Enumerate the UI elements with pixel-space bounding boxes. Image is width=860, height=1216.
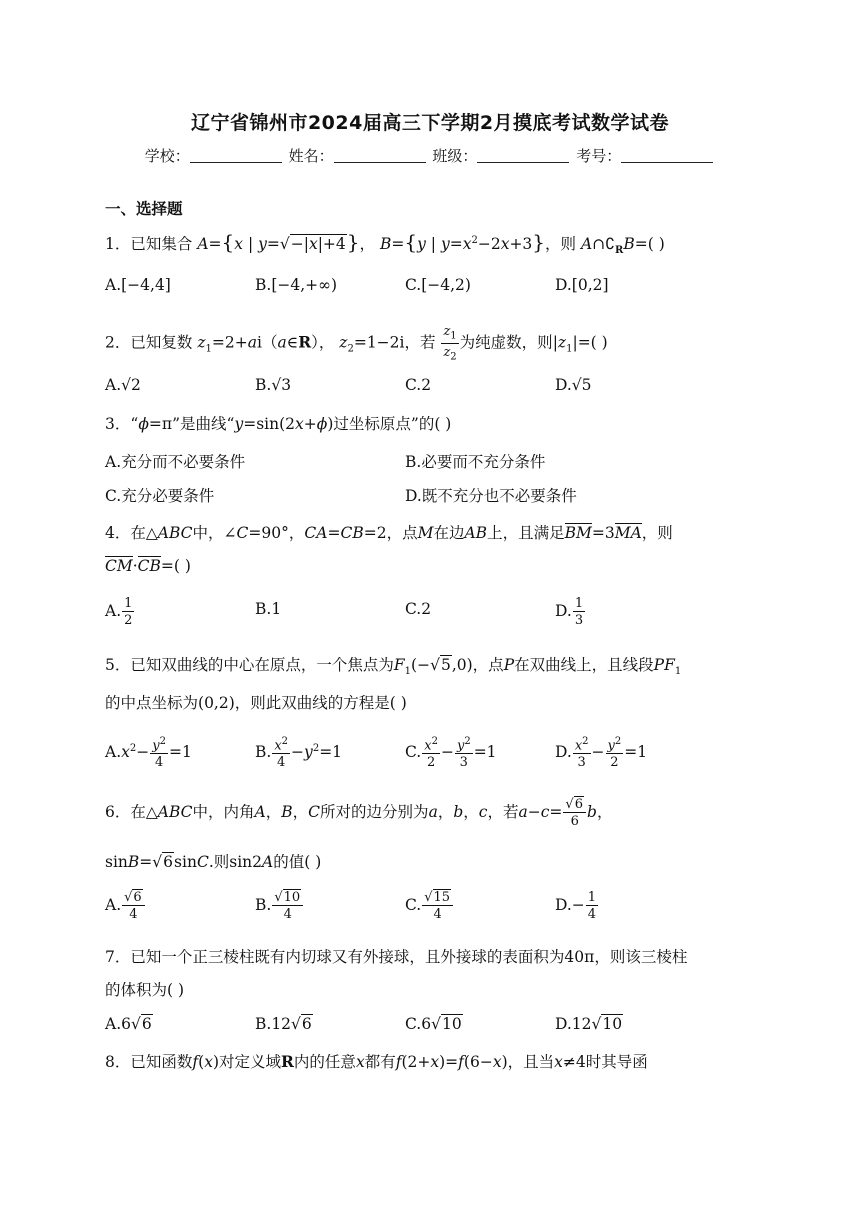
question-3-stem: 3．“ϕ=π”是曲线“y=sin(2x+ϕ)过坐标原点”的( ) (105, 415, 452, 433)
question-7-text: ，则该三棱柱 (594, 948, 688, 966)
number-label: 考号： (576, 147, 622, 165)
question-2-option-b[interactable]: B.√3 (255, 376, 292, 394)
student-info-line (0, 145, 860, 166)
question-3-text: 过坐标原点”的( ) (333, 415, 452, 433)
question-4-stem: 4．在△ABC中，∠C=90°，CA=CB=2，点M在边AB上，且满足BM=3MA，则 (105, 524, 673, 542)
question-6-text: 所对的边分别为 (320, 803, 429, 821)
question-3-option-d[interactable]: D.既不充分也不必要条件 (405, 487, 577, 505)
question-8-number: 8． (105, 1053, 131, 1071)
question-4-text: 在边 (433, 524, 465, 542)
question-3-option-a[interactable]: A.充分而不必要条件 (105, 453, 246, 471)
question-5-stem-cont: 的中点坐标为(0,2)，则此双曲线的方程是( ) (105, 694, 407, 712)
name-blank[interactable] (334, 148, 426, 163)
question-3-text: “ (130, 415, 139, 433)
question-6-text: .则 (208, 853, 230, 871)
question-6-text: ，若 (487, 803, 519, 821)
question-7-option-b[interactable]: B.12√6 (255, 1015, 312, 1033)
class-blank[interactable] (477, 148, 569, 163)
question-1-option-b[interactable]: B.[−4,+∞) (255, 276, 338, 294)
question-6-option-d[interactable]: D.− $\frac{1}{4}$ (555, 890, 597, 922)
question-5-text: 的中点坐标为 (105, 694, 199, 712)
question-3-option-b[interactable]: B.必要而不充分条件 (405, 453, 546, 471)
section-heading: 一、选择题 (105, 200, 183, 218)
question-6-option-b[interactable]: B. $\frac{√10}{4}$ (255, 891, 304, 921)
question-6-text: 在△ (130, 803, 158, 821)
number-blank[interactable] (621, 148, 713, 163)
question-5-text: ，则此双曲线的方程是( ) (234, 694, 407, 712)
question-1-text: ， (359, 235, 376, 253)
question-2-text: 为纯虚数，则 (459, 333, 553, 352)
question-6-number: 6． (105, 803, 131, 821)
question-1-text: ，则 (545, 235, 577, 253)
question-5-number: 5． (105, 656, 131, 674)
question-3-number: 3． (105, 415, 131, 433)
question-2-text: ，若 (404, 333, 436, 352)
question-5-option-c[interactable]: C. $\frac{x^2}{2}$ − $\frac{y^2}{3}$ =1 (405, 736, 497, 771)
question-8-text: ，且当 (507, 1053, 555, 1071)
question-2-number: 2． (105, 333, 131, 352)
question-4-option-c[interactable]: C.2 (405, 600, 432, 618)
question-6-stem-cont: sinB=√6sinC.则sin2A的值( ) (105, 853, 322, 871)
question-5-option-d[interactable]: D. $\frac{x^2}{3}$ − $\frac{y^2}{2}$ =1 (555, 736, 648, 771)
question-6-text: 的值( ) (273, 853, 322, 871)
question-4-text: 中， (192, 524, 224, 542)
question-4-stem-cont: CM·CB=( ) (105, 557, 191, 575)
question-1-option-a[interactable]: A.[−4,4] (105, 276, 171, 294)
question-8-text: 对定义域 (219, 1053, 282, 1071)
page-title: 辽宁省锦州市2024届高三下学期2月摸底考试数学试卷 (190, 112, 670, 134)
question-8-text: 已知函数 (130, 1053, 193, 1071)
question-7-stem: 7．已知一个正三棱柱既有内切球又有外接球，且外接球的表面积为40π，则该三棱柱 (105, 948, 688, 966)
question-7-option-c[interactable]: C.6√10 (405, 1015, 462, 1033)
question-4-text: 上，且满足 (487, 524, 565, 542)
question-7-option-a[interactable]: A.6√6 (105, 1015, 152, 1033)
question-8-text: 都有 (364, 1053, 396, 1071)
question-7-stem-cont: 的体积为( ) (105, 981, 185, 999)
question-8-text: 内的任意 (293, 1053, 356, 1071)
question-7-number: 7． (105, 948, 131, 966)
question-3-option-c[interactable]: C.充分必要条件 (105, 487, 215, 505)
question-1-option-c[interactable]: C.[−4,2) (405, 276, 471, 294)
question-2-option-c[interactable]: C.2 (405, 376, 432, 394)
question-5-stem: 5．已知双曲线的中心在原点，一个焦点为$F_1(-√5,0)$，点P在双曲线上，且线段$PF_1$ (105, 656, 682, 678)
question-5-option-b[interactable]: B. $\frac{x^2}{4}$ $-y^2=1$ (255, 736, 343, 771)
question-4-option-d[interactable]: D. $\frac{1}{3}$ (555, 596, 584, 628)
question-2-text: （ (261, 333, 278, 352)
question-1-number: 1． (105, 235, 131, 253)
question-2-option-d[interactable]: D.√5 (555, 376, 592, 394)
question-7-text: 已知一个正三棱柱既有内切球又有外接球，且外接球的表面积为 (130, 948, 565, 966)
question-1-option-d[interactable]: D.[0,2] (555, 276, 609, 294)
question-5-text: ，点 (472, 656, 504, 674)
question-1-stem: 1．已知集合 A={x | y=√−|x|+4}， B={y | $y=x^2-2x+3$}，则 $A\cap∁_RB=$( ) (105, 230, 665, 257)
school-blank[interactable] (190, 148, 282, 163)
question-4-number: 4． (105, 524, 131, 542)
question-1-text: 已知集合 (130, 235, 193, 253)
question-2-stem: 2．已知复数 $z_1=2+ai(a\in R)$， $z_2=1-2i$，若 $\frac{z_1}{z_2}$ 为纯虚数，则$|z_1|=$( ) (105, 324, 608, 363)
question-2-text: ）， (311, 333, 335, 352)
question-8-text: 时其导函 (585, 1053, 648, 1071)
question-5-text: 已知双曲线的中心在原点，一个焦点为 (130, 656, 394, 674)
question-5-text: 在双曲线上，且线段 (514, 656, 654, 674)
class-label: 班级： (432, 147, 478, 165)
question-4-option-b[interactable]: B.1 (255, 600, 282, 618)
question-5-option-a[interactable]: $A.x^2-$ $\frac{y^2}{4}$ =1 (105, 736, 192, 771)
question-3-text: ”是曲线“ (172, 415, 235, 433)
question-4-text: ，则 (641, 524, 673, 542)
question-7-option-d[interactable]: D.12√10 (555, 1015, 623, 1033)
question-4-text: 在△ (130, 524, 158, 542)
question-6-stem: 6．在△ABC中，内角A，B，C所对的边分别为a，b，c，若a−c= $\frac{√6}{6}$ b， (105, 797, 613, 829)
question-8-stem: 8．已知函数f(x)对定义域R内的任意x都有f(2+x)=f(6−x)，且当x≠4时其导函 (105, 1052, 648, 1071)
question-6-text: 中，内角 (192, 803, 255, 821)
question-6-option-a[interactable]: A. $\frac{√6}{4}$ (105, 891, 146, 921)
question-6-option-c[interactable]: C. $\frac{√15}{4}$ (405, 891, 454, 921)
name-label: 姓名： (288, 147, 334, 165)
question-4-option-a[interactable]: A. $\frac{1}{2}$ (105, 596, 133, 628)
question-4-text: ，点 (386, 524, 418, 542)
school-label: 学校： (144, 147, 190, 165)
question-2-text: 已知复数 (130, 333, 193, 352)
question-2-option-a[interactable]: A.√2 (105, 376, 141, 394)
